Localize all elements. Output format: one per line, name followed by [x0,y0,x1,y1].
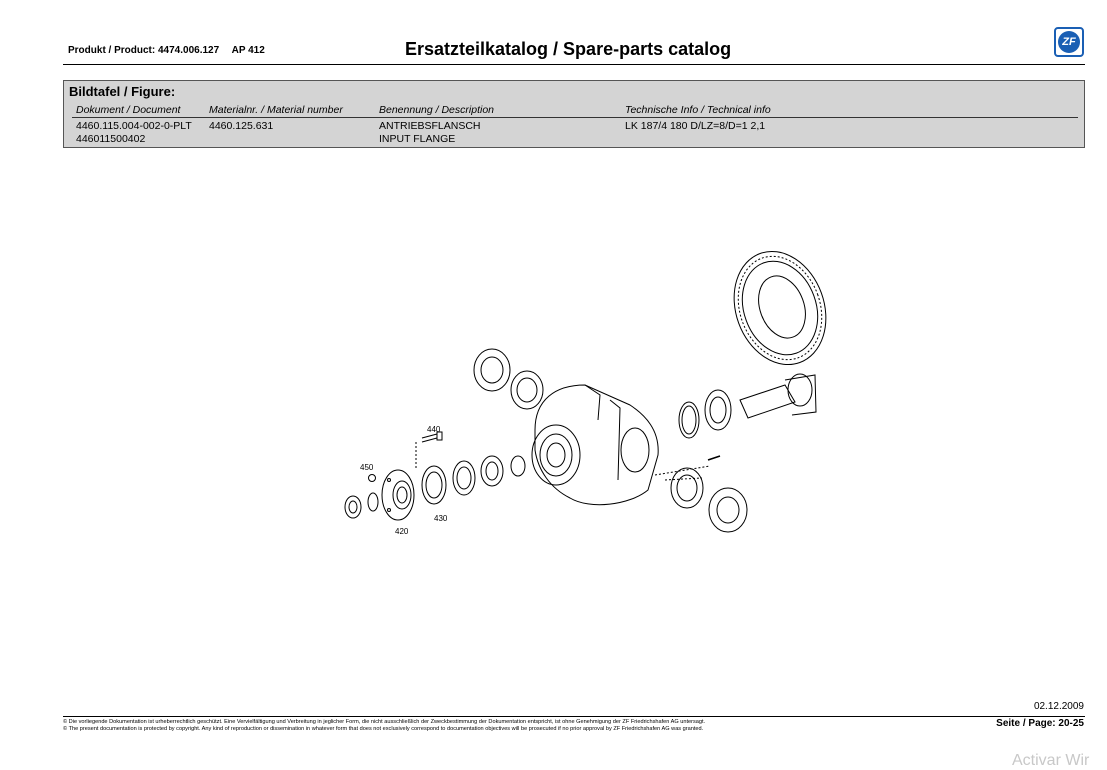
differential-housing [532,385,658,505]
column-header-technical-info: Technische Info / Technical info [625,104,771,116]
exploded-parts-diagram [330,180,850,550]
column-header-description: Benennung / Description [379,104,494,116]
activation-watermark: Activar Wir [1012,752,1090,769]
column-header-material-number: Materialnr. / Material number [209,104,343,116]
position-label-430: 430 [434,514,448,523]
bearing-cup [453,461,475,495]
column-header-document: Dokument / Document [76,104,181,116]
zf-logo-text: ZF [1058,31,1080,53]
input-flange-420 [382,470,414,520]
copyright-german: © Die vorliegende Dokumentation ist urheberrechtlich geschützt. Eine Vervielfältigung und Verbreitung in jeglicher Form, die nicht ausschließlich der Zweckbestimmung der Dokumentation entspricht, ist ohne Genehmigung der ZF Friedrichshafen AG untersagt. [63,719,706,725]
flange-nut [345,496,361,518]
bolt-440 [416,432,442,470]
document-number: 4460.115.004-002-0-PLT [76,120,192,132]
figure-title: Bildtafel / Figure: [69,84,176,99]
position-label-440: 440 [427,425,441,434]
zf-logo [1054,27,1084,57]
upper-bearing [511,371,543,409]
position-label-420: 420 [395,527,409,536]
technical-info: LK 187/4 180 D/LZ=8/D=1 2,1 [625,120,766,132]
washer [368,493,378,511]
catalog-title: Ersatzteilkatalog / Spare-parts catalog [405,39,732,59]
product-model: AP 412 [231,45,265,56]
lower-bearing-race [671,468,703,508]
figure-info-box [63,80,1085,148]
pinion-bearing [705,390,731,430]
header-divider [63,64,1085,65]
position-label-450: 450 [360,463,374,472]
copyright-english: © The present documentation is protected by copyright. Any kind of reproduction or dissemination in whatever form that does not exclusively correspond to documentation objectives will be prosecuted if no prior approval by ZF Friedrichshafen AG was granted. [63,726,704,732]
product-number: Produkt / Product: 4474.006.127 [68,45,220,56]
upper-seal-ring [474,349,510,391]
nut-450 [369,475,376,482]
seal-ring-430 [422,466,446,504]
pinion-shaft [740,374,816,418]
document-date: 02.12.2009 [1033,701,1084,712]
shim-ring [679,402,699,438]
tapered-bearing [481,456,503,486]
material-number: 4460.125.631 [209,120,274,132]
lower-roller-bearing [709,488,747,532]
description-german: ANTRIEBSFLANSCH [379,120,481,132]
spacer-ring [511,456,525,476]
document-number-short: 446011500402 [76,133,146,145]
footer-divider [63,716,1085,717]
copyright-notice [63,719,963,733]
column-header-divider [72,117,1078,118]
product-header [68,45,275,56]
description-english: INPUT FLANGE [379,133,456,145]
ring-gear [719,238,841,377]
page-number: Seite / Page: 20-25 [996,718,1084,729]
